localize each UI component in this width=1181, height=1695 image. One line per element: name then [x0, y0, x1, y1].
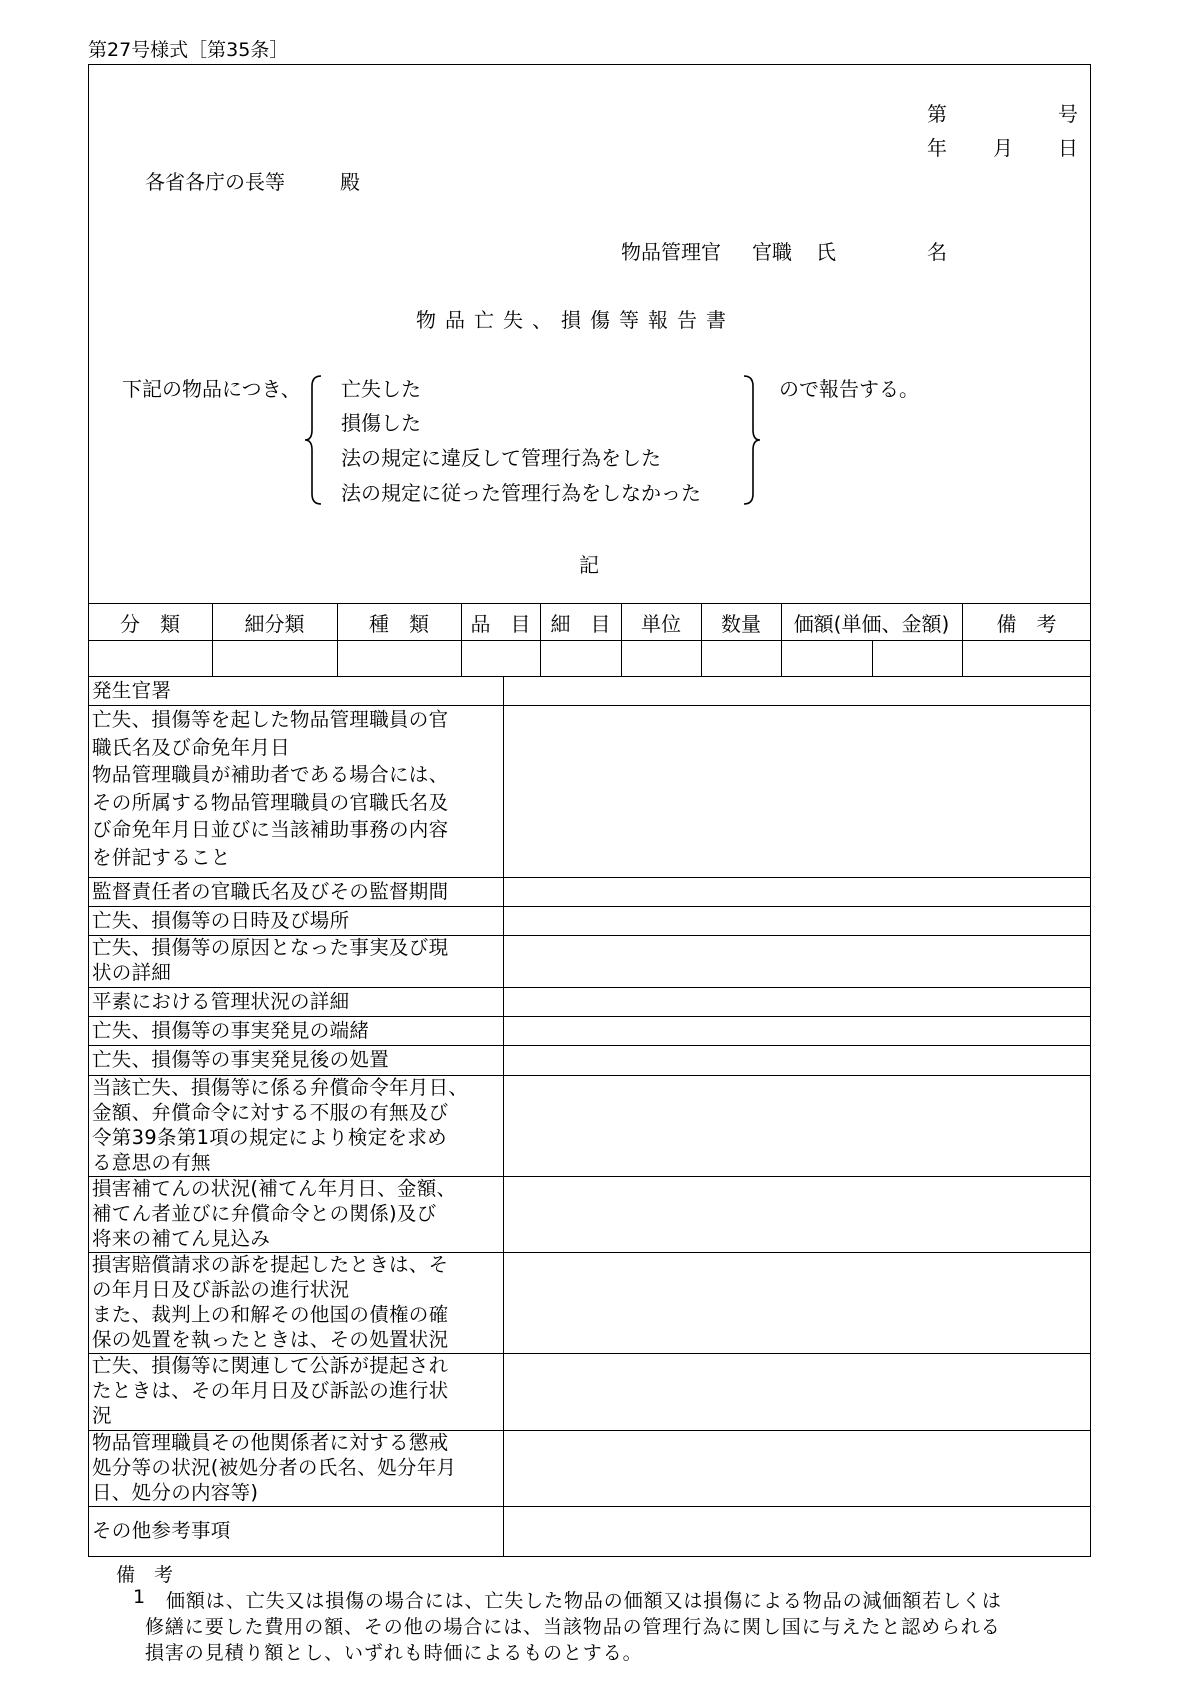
remarks-note-line: 損害の見積り額とし、いずれも時価によるものとする。: [145, 1642, 643, 1664]
sender-title: 物品管理官: [621, 240, 721, 264]
option-omission: 法の規定に従った管理行為をしなかった: [341, 481, 701, 505]
col-header-remarks: 備 考: [996, 611, 1057, 636]
label-compensation-order: [92, 1075, 500, 1175]
label-line: その他参考事項: [92, 1519, 231, 1543]
date-year: 年: [927, 136, 947, 160]
label-line: 物品管理職員その他関係者に対する懲戒: [92, 1431, 449, 1454]
label-line: 亡失、損傷等の事実発見の端緒: [92, 1019, 370, 1042]
form-number: 第27号様式［第35条］: [88, 39, 289, 61]
col-header-type: 種 類: [369, 611, 429, 636]
label-supervisor: [92, 878, 500, 906]
col-header-category: 分 類: [120, 611, 180, 636]
label-discovery: [92, 1017, 500, 1045]
label-post-discovery-action: [92, 1046, 500, 1074]
label-line: 況: [92, 1404, 112, 1427]
label-issuing-office: [92, 677, 500, 705]
doc-number-suffix: 号: [1058, 102, 1078, 126]
label-line: 補てん者並びに弁償命令との関係)及び: [92, 1202, 437, 1225]
label-line: また、裁判上の和解その他国の債権の確: [92, 1303, 449, 1326]
label-line: 令第39条第1項の規定により検定を求め: [92, 1126, 447, 1149]
label-line: 亡失、損傷等に関連して公訴が提起され: [92, 1354, 449, 1377]
statement-prefix: 下記の物品につき、: [122, 377, 301, 401]
doc-number-prefix: 第: [927, 102, 947, 126]
addressee: 各省各庁の長等: [145, 170, 285, 194]
label-line: 監督責任者の官職氏名及びその監督期間: [92, 880, 449, 903]
label-line: 日、処分の内容等): [92, 1481, 259, 1504]
label-datetime-place: [92, 907, 500, 935]
detail-divider: [503, 676, 504, 1557]
col-header-subcategory: 細分類: [244, 611, 305, 636]
remarks-note-number: 1: [133, 1586, 146, 1608]
col-header-price: 価額(単価、金額): [793, 611, 950, 636]
label-line: の年月日及び訴訟の進行状況: [92, 1278, 350, 1301]
remarks-note-line: 修繕に要した費用の額、その他の場合には、当該物品の管理行為に関し国に与えたと認められる: [145, 1616, 1001, 1638]
right-brace: [742, 374, 764, 506]
label-line: 保の処置を執ったときは、その処置状況: [92, 1328, 449, 1351]
label-line: び命免年月日並びに当該補助事務の内容: [92, 818, 449, 841]
label-line: 損害補てんの状況(補てん年月日、金額、: [92, 1177, 457, 1200]
sender-name-label-b: 名: [927, 240, 947, 264]
label-disciplinary: [92, 1430, 500, 1505]
label-line: 状の詳細: [92, 961, 172, 984]
label-line: 処分等の状況(被処分者の氏名、処分年月: [92, 1456, 457, 1479]
label-line: 亡失、損傷等の日時及び場所: [92, 909, 350, 932]
remarks-heading: 備 考: [116, 1564, 174, 1586]
label-line: 亡失、損傷等の事実発見後の処置: [92, 1048, 390, 1071]
label-damage-compensation: [92, 1176, 500, 1251]
col-header-quantity: 数量: [721, 611, 761, 636]
statement-suffix: ので報告する。: [779, 377, 919, 401]
label-line: を併記すること: [92, 845, 231, 869]
option-violation: 法の規定に違反して管理行為をした: [341, 446, 661, 470]
date-month: 月: [993, 136, 1013, 160]
label-line: 当該亡失、損傷等に係る弁償命令年月日、: [92, 1076, 469, 1099]
sender-name-label-a: 氏: [816, 240, 836, 264]
left-brace: [303, 374, 325, 506]
ki-mark: 記: [579, 553, 599, 577]
label-line: その所属する物品管理職員の官職氏名及: [92, 790, 449, 814]
item-col-divider: [872, 640, 873, 676]
label-line: たときは、その年月日及び訴訟の進行状: [92, 1379, 449, 1402]
label-line: 損害賠償請求の訴を提起したときは、そ: [92, 1253, 449, 1276]
label-responsible-officer: [92, 706, 500, 871]
col-header-detail: 細 目: [550, 611, 611, 636]
label-other-reference: [92, 1506, 500, 1556]
label-cause: [92, 935, 500, 985]
label-line: 亡失、損傷等を起した物品管理職員の官: [92, 708, 449, 731]
label-line: る意思の有無: [92, 1151, 211, 1174]
label-line: 亡失、損傷等の原因となった事実及び現: [92, 936, 449, 959]
label-prosecution: [92, 1353, 500, 1428]
item-table-header-rule: [88, 640, 1091, 641]
label-line: 将来の補てん見込み: [92, 1227, 271, 1250]
label-civil-suit: [92, 1252, 500, 1352]
label-line: 平素における管理状況の詳細: [92, 990, 350, 1013]
document-title: 物品亡失、損傷等報告書: [416, 308, 735, 332]
col-header-item: 品 目: [470, 611, 531, 636]
remarks-note-line: 価額は、亡失又は損傷の場合には、亡失した物品の価額又は損傷による物品の減価額若しくは: [166, 1590, 1002, 1612]
option-damaged: 損傷した: [341, 411, 421, 435]
label-line: 金額、弁償命令に対する不服の有無及び: [92, 1101, 449, 1124]
option-lost: 亡失した: [341, 377, 421, 401]
col-header-unit: 単位: [641, 611, 681, 636]
label-line: 物品管理職員が補助者である場合には、: [92, 763, 449, 786]
date-day: 日: [1058, 136, 1078, 160]
label-routine-management: [92, 988, 500, 1016]
sender-post: 官職: [752, 240, 792, 264]
label-line: 発生官署: [92, 679, 172, 702]
honorific: 殿: [340, 170, 360, 194]
label-line: 職氏名及び命免年月日: [92, 735, 291, 759]
